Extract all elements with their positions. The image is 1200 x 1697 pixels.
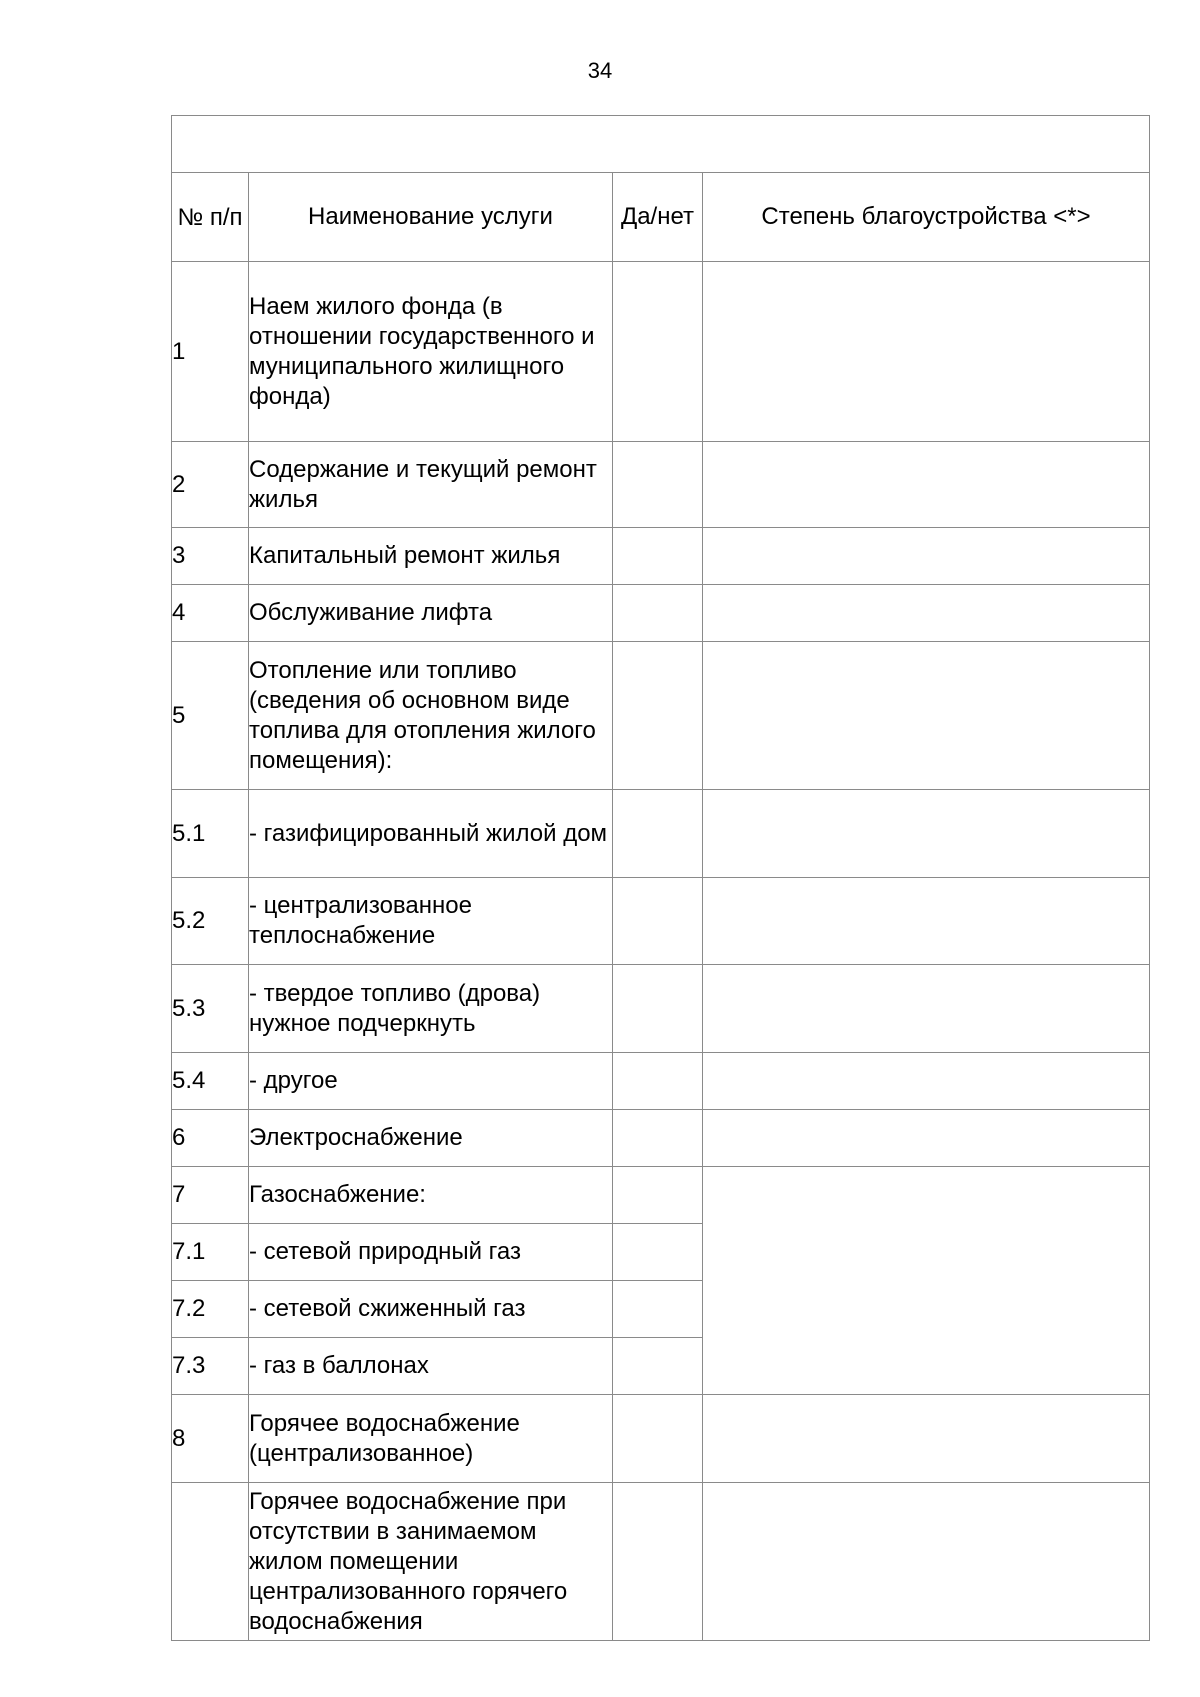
- table-row: [172, 585, 1150, 642]
- service-name: Отопление или топливо (сведения об основном виде топлива для отопления жилого помещения):: [249, 642, 613, 790]
- yes-no-cell[interactable]: [613, 528, 703, 585]
- row-number: 2: [172, 442, 249, 528]
- table-row: [172, 1167, 1150, 1224]
- row-number: 5.4: [172, 1053, 249, 1110]
- degree-cell[interactable]: [703, 528, 1150, 585]
- yes-no-cell[interactable]: [613, 1110, 703, 1167]
- row-number: 7: [172, 1167, 249, 1224]
- yes-no-cell[interactable]: [613, 642, 703, 790]
- table-title-row: [172, 116, 1150, 173]
- degree-cell[interactable]: [703, 1110, 1150, 1167]
- yes-no-cell[interactable]: [613, 1395, 703, 1483]
- yes-no-cell[interactable]: [613, 1224, 703, 1281]
- service-name: Электроснабжение: [249, 1110, 613, 1167]
- degree-cell-merged[interactable]: [703, 1167, 1150, 1395]
- table-row: [172, 1053, 1150, 1110]
- yes-no-cell[interactable]: [613, 1167, 703, 1224]
- row-number: 3: [172, 528, 249, 585]
- row-number: 7.3: [172, 1338, 249, 1395]
- row-number: 5: [172, 642, 249, 790]
- degree-cell[interactable]: [703, 1483, 1150, 1641]
- service-name: Наем жилого фонда (в отношении государственного и муниципального жилищного фонда): [249, 262, 613, 442]
- row-number: 5.1: [172, 790, 249, 878]
- degree-cell[interactable]: [703, 585, 1150, 642]
- degree-cell[interactable]: [703, 878, 1150, 965]
- yes-no-cell[interactable]: [613, 790, 703, 878]
- yes-no-cell[interactable]: [613, 262, 703, 442]
- table-row: [172, 878, 1150, 965]
- services-table: [171, 115, 1150, 1641]
- table-row: [172, 442, 1150, 528]
- table-row: [172, 1395, 1150, 1483]
- row-number: [172, 1483, 249, 1641]
- header-row: [172, 173, 1150, 262]
- table-row: [172, 528, 1150, 585]
- degree-cell[interactable]: [703, 1053, 1150, 1110]
- service-name: Капитальный ремонт жилья: [249, 528, 613, 585]
- service-name: Содержание и текущий ремонт жилья: [249, 442, 613, 528]
- yes-no-cell[interactable]: [613, 585, 703, 642]
- row-number: 1: [172, 262, 249, 442]
- table-row: [172, 1483, 1150, 1641]
- degree-cell[interactable]: [703, 1395, 1150, 1483]
- header-degree: Степень благоустройства <*>: [703, 173, 1150, 262]
- service-name: - газ в баллонах: [249, 1338, 613, 1395]
- table-row: [172, 965, 1150, 1053]
- yes-no-cell[interactable]: [613, 1281, 703, 1338]
- yes-no-cell[interactable]: [613, 1053, 703, 1110]
- degree-cell[interactable]: [703, 790, 1150, 878]
- yes-no-cell[interactable]: [613, 1338, 703, 1395]
- table-title-cell: [172, 116, 1150, 173]
- degree-cell[interactable]: [703, 642, 1150, 790]
- yes-no-cell[interactable]: [613, 1483, 703, 1641]
- table-row: [172, 262, 1150, 442]
- row-number: 5.3: [172, 965, 249, 1053]
- service-name: Горячее водоснабжение при отсутствии в занимаемом жилом помещении централизованного горячего водоснабжения: [249, 1483, 613, 1641]
- row-number: 4: [172, 585, 249, 642]
- degree-cell[interactable]: [703, 262, 1150, 442]
- table-row: [172, 1110, 1150, 1167]
- degree-cell[interactable]: [703, 965, 1150, 1053]
- service-name: - другое: [249, 1053, 613, 1110]
- row-number: 6: [172, 1110, 249, 1167]
- service-name: - газифицированный жилой дом: [249, 790, 613, 878]
- yes-no-cell[interactable]: [613, 965, 703, 1053]
- table-row: [172, 642, 1150, 790]
- service-name: - централизованное теплоснабжение: [249, 878, 613, 965]
- row-number: 8: [172, 1395, 249, 1483]
- service-name: Газоснабжение:: [249, 1167, 613, 1224]
- yes-no-cell[interactable]: [613, 442, 703, 528]
- header-yes-no: Да/нет: [613, 173, 703, 262]
- table-row: [172, 790, 1150, 878]
- page-number: 34: [587, 58, 613, 83]
- degree-cell[interactable]: [703, 442, 1150, 528]
- service-name: - сетевой сжиженный газ: [249, 1281, 613, 1338]
- header-service-name: Наименование услуги: [249, 173, 613, 262]
- service-name: Обслуживание лифта: [249, 585, 613, 642]
- service-name: - твердое топливо (дрова) нужное подчеркнуть: [249, 965, 613, 1053]
- row-number: 7.1: [172, 1224, 249, 1281]
- service-name: - сетевой природный газ: [249, 1224, 613, 1281]
- service-name: Горячее водоснабжение (централизованное): [249, 1395, 613, 1483]
- header-number: № п/п: [172, 173, 249, 262]
- yes-no-cell[interactable]: [613, 878, 703, 965]
- row-number: 7.2: [172, 1281, 249, 1338]
- row-number: 5.2: [172, 878, 249, 965]
